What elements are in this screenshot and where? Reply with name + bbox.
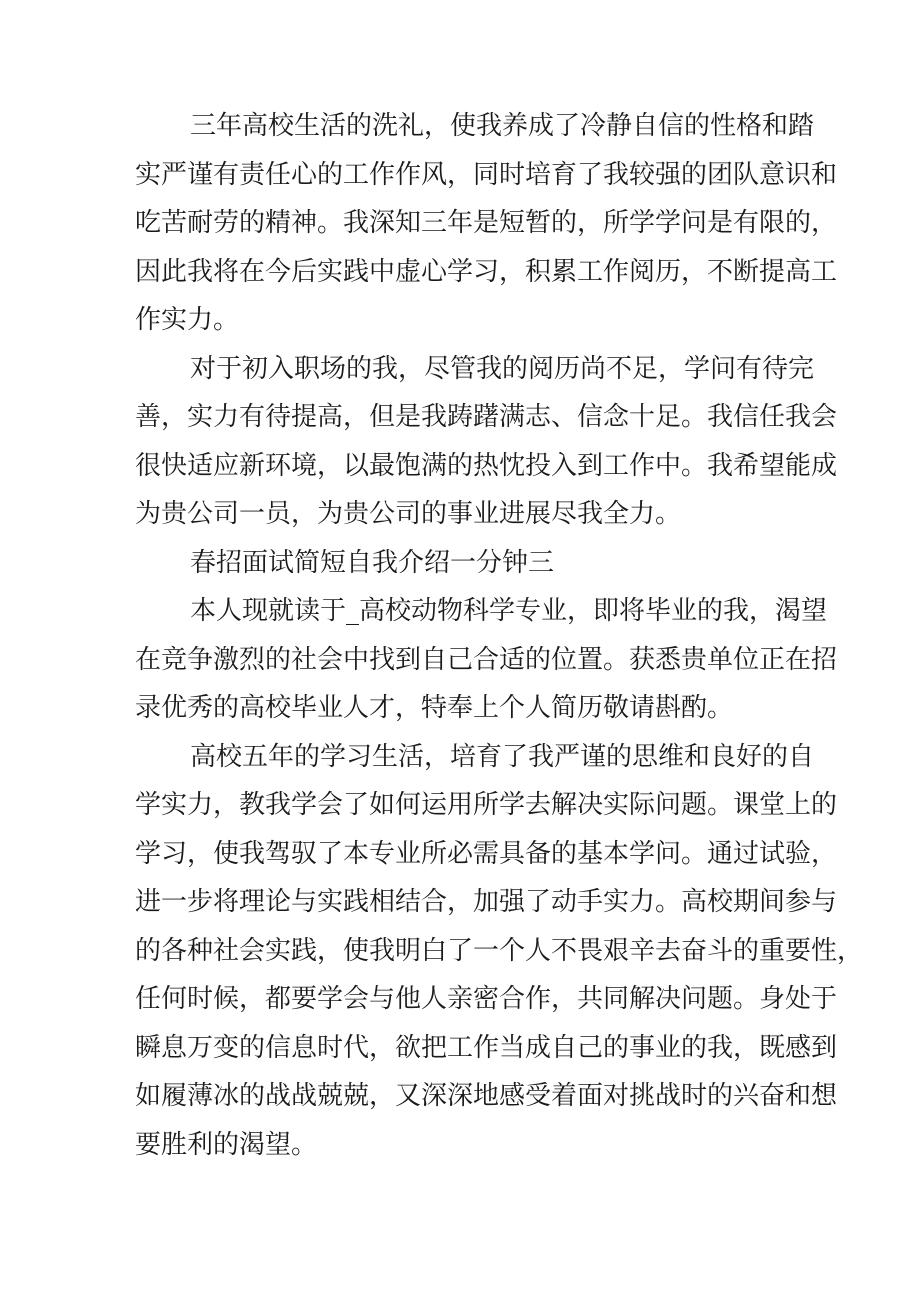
heading-text: 春招面试简短自我介绍一分钟三 [190, 547, 555, 578]
paragraph-1 [135, 102, 838, 345]
text-line: 的各种社会实践，使我明白了一个人不畏艰辛去奋斗的重要性， [135, 935, 864, 966]
text-line: 录优秀的高校毕业人才，特奉上个人简历敬请斟酌。 [135, 693, 734, 723]
text-line: 高校五年的学习生活，培育了我严谨的思维和良好的自 [190, 741, 815, 772]
paragraph-4 [135, 733, 864, 1170]
text-line: 吃苦耐劳的精神。我深知三年是短暂的，所学学问是有限的， [135, 208, 838, 238]
text-line: 学习，使我驾驭了本专业所必需具备的基本学问。通过试验， [135, 838, 838, 869]
section-heading [135, 539, 795, 588]
text-line: 要胜利的渴望。 [135, 1129, 318, 1160]
text-line: 对于初入职场的我，尽管我的阅历尚不足，学问有待完 [190, 353, 815, 384]
text-line: 在竞争激烈的社会中找到自己合适的位置。获悉贵单位正在招 [135, 644, 838, 675]
text-line: 学实力，教我学会了如何运用所学去解决实际问题。课堂上的 [135, 790, 838, 820]
text-line: 进一步将理论与实践相结合，加强了动手实力。高校期间参与 [135, 887, 838, 917]
text-line: 为贵公司一员，为贵公司的事业进展尽我全力。 [135, 499, 682, 529]
text-line: 如履薄冰的战战兢兢，又深深地感受着面对挑战时的兴奋和想 [135, 1081, 838, 1111]
paragraph-3 [135, 587, 838, 733]
text-line: 任何时候，都要学会与他人亲密合作，共同解决问题。身处于 [135, 984, 838, 1014]
text-line: 很快适应新环境，以最饱满的热忱投入到工作中。我希望能成 [135, 450, 838, 481]
text-line: 实严谨有责任心的工作作风，同时培育了我较强的团队意识和 [135, 159, 838, 190]
document-body [135, 102, 864, 1169]
text-line: 作实力。 [135, 305, 240, 335]
text-line: 因此我将在今后实践中虚心学习，积累工作阅历，不断提高工 [135, 256, 838, 287]
text-line: 瞬息万变的信息时代，欲把工作当成自己的事业的我，既感到 [135, 1032, 838, 1063]
paragraph-2 [135, 345, 838, 539]
text-line: 本人现就读于_高校动物科学专业，即将毕业的我，渴望 [190, 596, 828, 626]
text-line: 善，实力有待提高，但是我踌躇满志、信念十足。我信任我会 [135, 402, 838, 432]
text-line: 三年高校生活的洗礼，使我养成了冷静自信的性格和踏 [190, 111, 815, 141]
